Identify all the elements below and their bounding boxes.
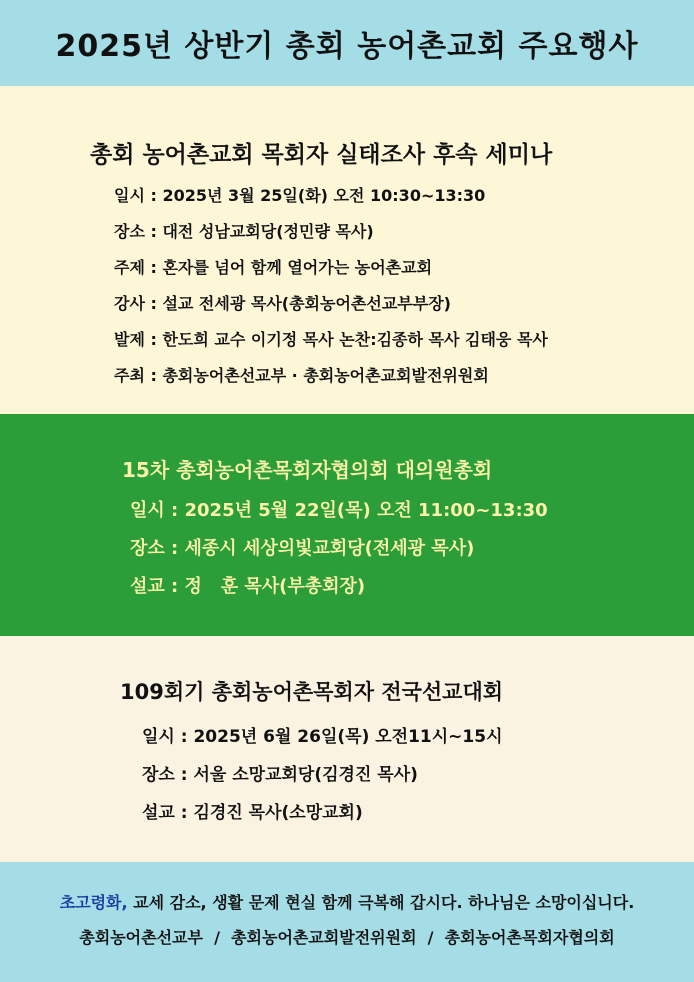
footer-message	[0, 890, 694, 913]
event-assembly-section	[0, 414, 694, 636]
event-seminar-speaker: 강사 : 설교 전세광 목사(총회농어촌선교부부장)	[114, 294, 451, 313]
event-assembly-venue: 장소 : 세종시 세상의빛교회당(전세광 목사)	[130, 538, 475, 559]
footer-highlight: 초고령화,	[59, 893, 128, 912]
event-seminar-theme: 주제 : 혼자를 넘어 함께 열어가는 농어촌교회	[114, 258, 433, 277]
event-mission-venue: 장소 : 서울 소망교회당(김경진 목사)	[142, 765, 418, 785]
footer-message-text: 교세 감소, 생활 문제 현실 함께 극복해 갑시다. 하나님은 소망이십니다.	[127, 893, 635, 912]
event-seminar-title: 총회 농어촌교회 목회자 실태조사 후속 세미나	[90, 142, 553, 168]
event-seminar-presenters: 발제 : 한도희 교수 이기정 목사 논찬:김종하 목사 김태웅 목사	[114, 330, 548, 349]
event-mission-details	[142, 718, 503, 832]
event-assembly-sermon: 설교 : 정 훈 목사(부총회장)	[130, 576, 366, 597]
event-assembly-details	[130, 492, 548, 606]
event-seminar-details	[114, 178, 548, 394]
event-mission-title: 109회기 총회농어촌목회자 전국선교대회	[120, 680, 504, 704]
event-assembly-date: 일시 : 2025년 5월 22일(목) 오전 11:00~13:30	[130, 500, 548, 521]
event-seminar-date: 일시 : 2025년 3월 25일(화) 오전 10:30~13:30	[114, 186, 486, 205]
event-mission-date: 일시 : 2025년 6월 26일(목) 오전11시~15시	[142, 727, 503, 747]
event-seminar-host: 주최 : 총회농어촌선교부 · 총회농어촌교회발전위원회	[114, 366, 489, 385]
event-seminar-section	[0, 86, 694, 414]
event-mission-section	[0, 636, 694, 862]
event-mission-sermon: 설교 : 김경진 목사(소망교회)	[142, 803, 363, 823]
event-seminar-venue: 장소 : 대전 성남교회당(정민량 목사)	[114, 222, 374, 241]
footer-band	[0, 862, 694, 982]
event-assembly-title: 15차 총회농어촌목회자협의회 대의원총회	[122, 458, 493, 482]
header-band	[0, 0, 694, 86]
poster-title: 2025년 상반기 총회 농어촌교회 주요행사	[55, 29, 639, 64]
footer-organizers: 총회농어촌선교부 / 총회농어촌교회발전위원회 / 총회농어촌목회자협의회	[79, 928, 615, 947]
